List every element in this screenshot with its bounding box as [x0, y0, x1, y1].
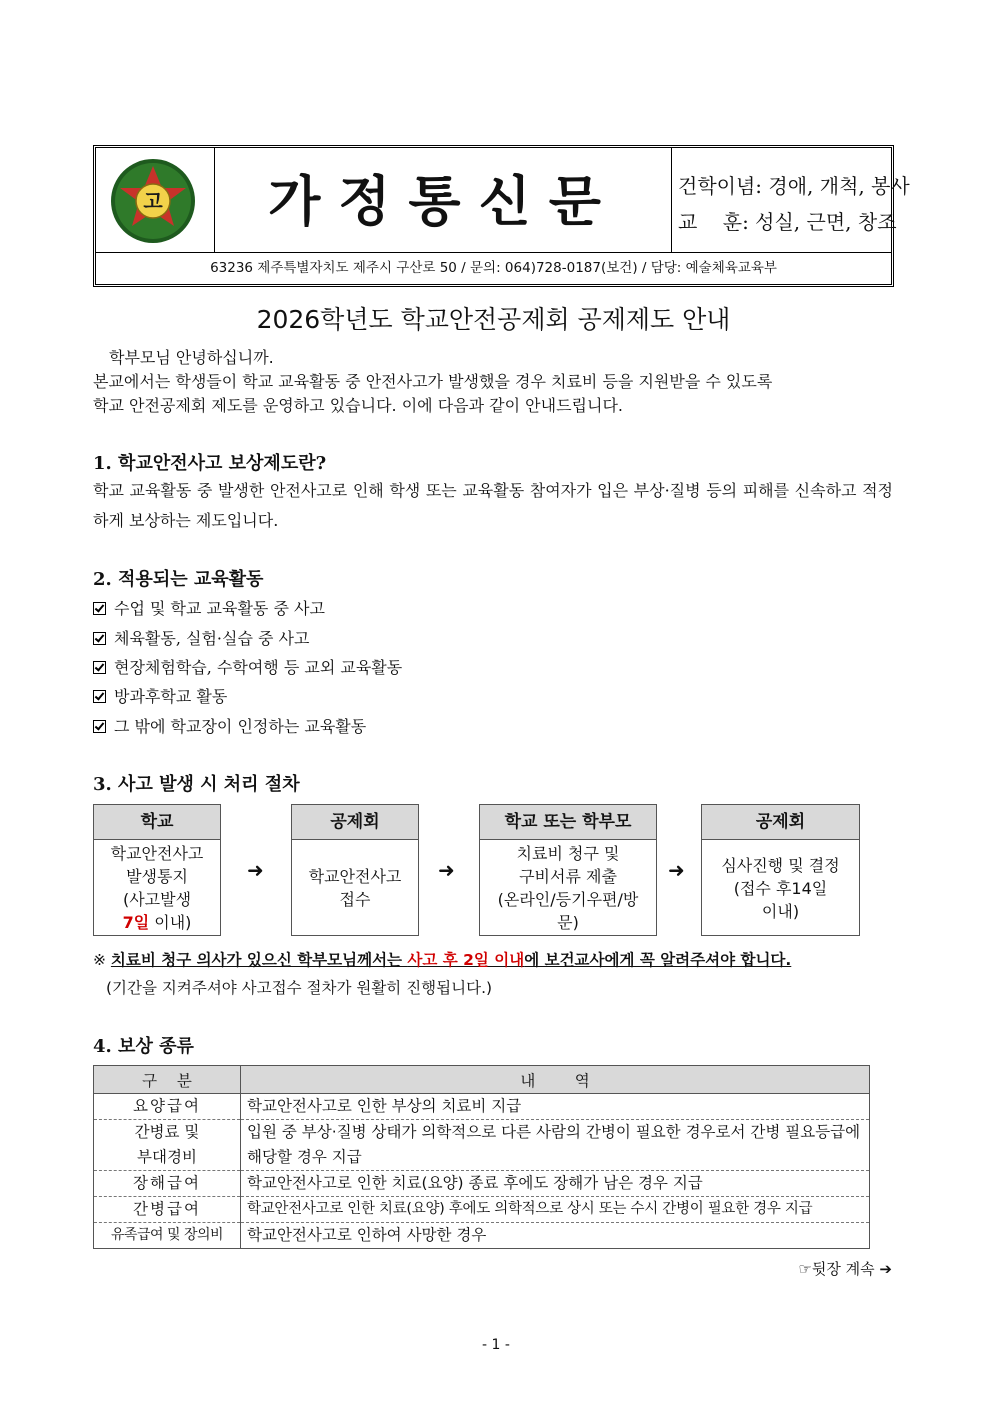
document-title: 2026학년도 학교안전공제회 공제제도 안내 [256, 305, 731, 334]
row-type: 요양급여 [94, 1094, 241, 1120]
arrow-right-icon: ➜ [668, 858, 685, 882]
section4-heading: 4. 보상 종류 [93, 1036, 194, 1057]
checkbox-checked-icon [93, 661, 106, 674]
page-title: 가정통신문 [268, 170, 619, 233]
flow-step-head: 공제회 [702, 805, 859, 840]
emblem-char: 고 [143, 189, 163, 213]
flow-step-head: 학교 또는 학부모 [480, 805, 656, 840]
col-header-detail: 내 역 [241, 1066, 870, 1094]
header-rule [96, 252, 891, 253]
checkbox-checked-icon [93, 720, 106, 733]
deadline-2days: 사고 후 2일 이내 [407, 951, 525, 969]
checkbox-checked-icon [93, 632, 106, 645]
flow-step-review [701, 804, 860, 936]
checkbox-checked-icon [93, 690, 106, 703]
section1-heading: 1. 학교안전사고 보상제도란? [93, 453, 327, 474]
section2-heading: 2. 적용되는 교육활동 [93, 569, 264, 590]
row-desc: 학교안전사고로 인한 치료(요양) 후에도 의학적으로 상시 또는 수시 간병이 필요한 경우 지급 [241, 1197, 870, 1223]
row-desc: 학교안전사고로 인한 부상의 치료비 지급 [241, 1094, 870, 1120]
checkbox-checked-icon [93, 602, 106, 615]
header-divider-left [214, 148, 215, 252]
activity-item: 체육활동, 실험·실습 중 사고 [93, 626, 309, 649]
intro-text [93, 346, 893, 418]
row-type: 간병료 및 부대경비 [94, 1120, 241, 1171]
header-box [93, 145, 910, 287]
table-header-row [94, 1066, 870, 1094]
flow-step-body: 학교안전사고 접수 [308, 867, 402, 909]
activity-item: 수업 및 학교 교육활동 중 사고 [93, 596, 325, 619]
flow-step-body: 심사진행 및 결정 (접수 후14일 이내) [721, 855, 840, 921]
flow-step-school [93, 804, 221, 936]
section1-body: 학교 교육활동 중 발생한 안전사고로 인해 학생 또는 교육활동 참여자가 입은 부상·질병 등의 피해를 신속하고 적정하게 보상하는 제도입니다. [93, 481, 893, 530]
activity-item: 그 밖에 학교장이 인정하는 교육활동 [93, 714, 366, 737]
table-row [94, 1223, 870, 1249]
motto-school-label: 교 훈: [678, 210, 749, 234]
intro-greeting: 학부모님 안녕하십니까. [109, 348, 274, 367]
continued-on-back: ☞뒷장 계속 ➔ [798, 1260, 892, 1278]
page-number: - 1 - [482, 1337, 510, 1353]
flow-step-head: 공제회 [292, 805, 418, 840]
col-header-type: 구 분 [94, 1066, 241, 1094]
section3-heading: 3. 사고 발생 시 처리 절차 [93, 774, 300, 795]
compensation-table [93, 1065, 870, 1249]
arrow-right-icon: ➜ [247, 858, 264, 882]
flow-step-head: 학교 [94, 805, 220, 840]
motto-founding-value: 경애, 개척, 봉사 [768, 174, 910, 198]
deadline-7days: 7일 [122, 913, 150, 932]
notice-sub: (기간을 지켜주셔야 사고접수 절차가 원활히 진행됩니다.) [106, 979, 493, 997]
row-desc: 입원 중 부상·질병 상태가 의학적으로 다른 사람의 간병이 필요한 경우로서 간병 필요등급에 해당할 경우 지급 [241, 1120, 870, 1171]
row-desc: 학교안전사고로 인하여 사망한 경우 [241, 1223, 870, 1249]
notice-claim-deadline: ※ 치료비 청구 의사가 있으신 학부모님께서는 사고 후 2일 이내에 보건교사에게 꼭 알려주셔야 합니다. [93, 951, 792, 969]
flow-step-claim [479, 804, 657, 936]
motto-founding [678, 170, 910, 199]
table-row [94, 1197, 870, 1223]
activity-item: 현장체험학습, 수학여행 등 교외 교육활동 [93, 655, 402, 678]
table-row [94, 1094, 870, 1120]
intro-line-2: 본교에서는 학생들이 학교 교육활동 중 안전사고가 발생했을 경우 치료비 등을 지원받을 수 있도록 [93, 372, 773, 391]
motto-school-value: 성실, 근면, 창조 [755, 210, 897, 234]
school-emblem-icon [110, 158, 196, 244]
row-type: 간병급여 [94, 1197, 241, 1223]
school-address: 63236 제주특별자치도 제주시 구산로 50 / 문의: 064)728-0187(보건) / 담당: 예술체육교육부 [210, 260, 777, 276]
table-row [94, 1120, 870, 1171]
table-row [94, 1171, 870, 1197]
row-desc: 학교안전사고로 인한 치료(요양) 종료 후에도 장해가 남은 경우 지급 [241, 1171, 870, 1197]
activity-item: 방과후학교 활동 [93, 684, 227, 707]
motto-school [678, 206, 897, 235]
header-divider-right [671, 148, 672, 252]
intro-line-3: 학교 안전공제회 제도를 운영하고 있습니다. 이에 다음과 같이 안내드립니다. [93, 396, 623, 415]
flow-step-body: 학교안전사고 발생통지 (사고발생 7일 이내) [110, 844, 204, 932]
row-type: 장해급여 [94, 1171, 241, 1197]
flow-step-association-receipt [291, 804, 419, 936]
row-type: 유족급여 및 장의비 [94, 1223, 241, 1249]
flow-step-body: 치료비 청구 및 구비서류 제출 (온라인/등기우편/방 문) [497, 844, 639, 932]
motto-founding-label: 건학이념: [678, 174, 763, 198]
arrow-right-icon: ➜ [438, 858, 455, 882]
